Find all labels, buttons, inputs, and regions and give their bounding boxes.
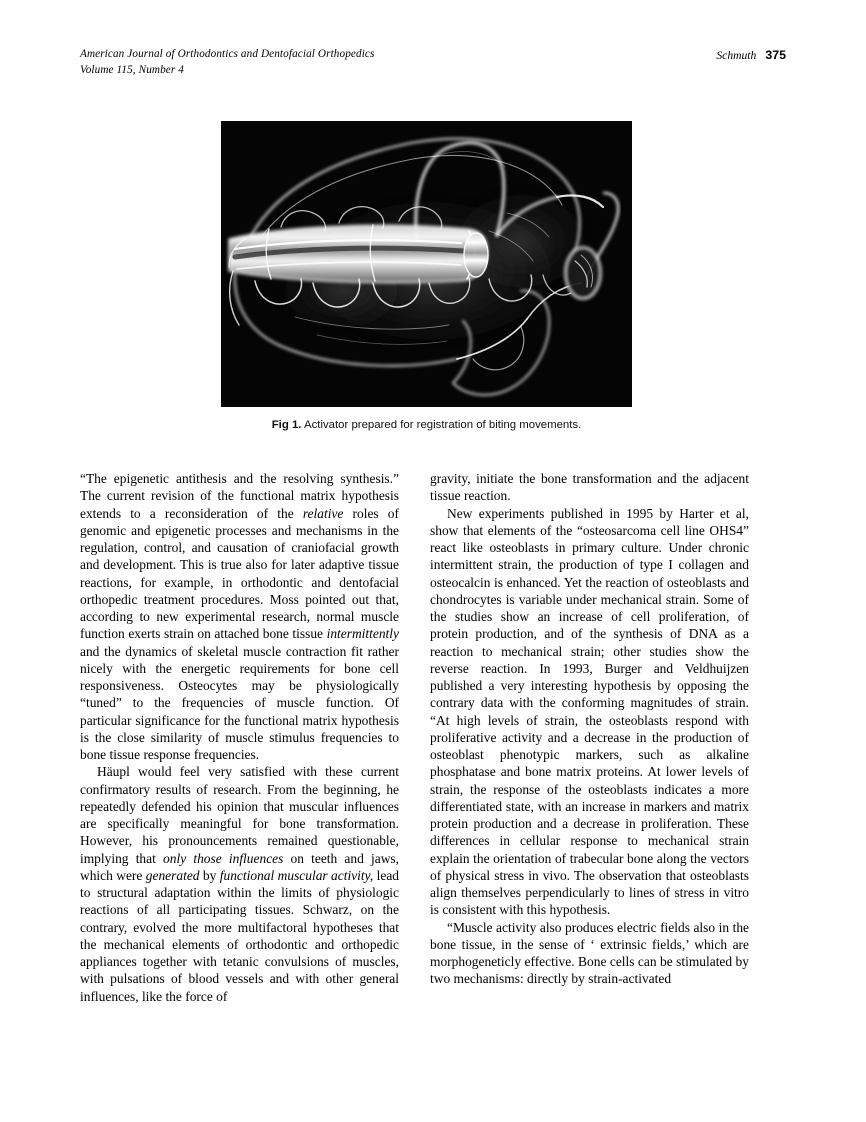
body-text: gravity, initiate the bone transformation and the adjacent tissue reaction. xyxy=(430,471,749,504)
emphasis-text: relative xyxy=(302,505,344,521)
body-text: New experiments published in 1995 by Harter et al, show that elements of the “osteosarcoma cell line OHS4” react like osteoblasts in primary culture. Under chronic intermittent strain, the production of type I collagen and osteocalcin is enhanced. Yet the reaction of osteoblasts and chondrocytes is variable under mechanical strain. Some of the studies show an increase of cell proliferation, of protein production, and of the synthesis of DNA as a reaction to mechanical strain; other studies show the reverse reaction. In 1993, Burger and Veldhuijzen published a very interesting hypothesis by opposing the contrary data with the conforming magnitudes of strain. “At high levels of strain, the osteoblasts respond with proliferative activity and a decrease in the production of osteoblast phenotypic markers, such as alkaline phosphatase and bone matrix proteins. At lower levels of strain, the response of the osteoblasts indicates a more differentiated state, with an increase in markers and matrix protein production and a decrease in proliferation. These differences in cellular response to mechanical strain explain the orientation of trabecular bone along the vectors of physical stress in vivo. The observation that osteoblasts align themselves perpendicularly to lines of stress in vitro is consistent with this hypothesis. xyxy=(430,505,749,918)
figure-caption xyxy=(221,418,632,432)
emphasis-text: generated xyxy=(145,867,200,883)
body-paragraph xyxy=(430,470,749,505)
page-number: 375 xyxy=(765,48,786,62)
running-head xyxy=(80,47,786,81)
journal-title-line1: American Journal of Orthodontics and Dentofacial Orthopedics xyxy=(80,48,375,60)
emphasis-text: only those influences xyxy=(163,850,284,866)
body-text: and the dynamics of skeletal muscle contraction fit rather nicely with the energetic requirements for bone cell responsiveness. Osteocytes may be physiologically “tuned” to the frequencies of muscle function. Of particular significance for the functional matrix hypothesis is the close similarity of muscle stimulus frequencies to bone tissue response frequencies. xyxy=(80,643,399,762)
emphasis-text: functional muscular activity, xyxy=(219,867,374,883)
body-text: “The epigenetic antithesis and the resolving synthesis.” The current revision of the functional matrix hypothesis extends to a reconsideration of the xyxy=(80,471,399,521)
activator-appliance-photo xyxy=(221,121,632,407)
author-name: Schmuth xyxy=(716,49,757,62)
journal-volume-line: Volume 115, Number 4 xyxy=(80,63,184,76)
body-paragraph xyxy=(80,763,399,1005)
left-column xyxy=(80,470,399,1005)
body-text: lead to structural adaptation within the limits of physiologic reactions of all participating tissues. Schwarz, on the contrary, evolved the more multifactoral hypotheses that the mechanical elements of orthodontic and orthopedic appliances together with tetanic convulsions of muscles, with pulsations of blood vessels and with other general influences, like the force of xyxy=(80,867,400,1004)
figure-caption-text: Activator prepared for registration of biting movements. xyxy=(301,419,582,431)
figure-caption-label: Fig 1. xyxy=(271,419,302,431)
journal-title xyxy=(80,47,374,78)
body-columns xyxy=(80,470,786,1005)
body-text: Häupl would feel very satisfied with these current confirmatory results of research. From the beginning, he repeatedly defended his opinion that muscular influences are specifically meaningful for bone transformation. However, his pronouncements remained questionable, implying that xyxy=(80,764,399,866)
figure-1 xyxy=(221,121,632,432)
running-head-right xyxy=(716,47,786,64)
body-text: by xyxy=(199,867,220,883)
body-paragraph xyxy=(80,470,399,763)
body-text: “Muscle activity also produces electric fields also in the bone tissue, in the sense of ‘ extrinsic fields,’ which are morphogeneticly effective. Bone cells can be stimulated by two mechanisms: directly by strain-activated xyxy=(430,919,749,987)
emphasis-text: intermittently xyxy=(326,626,399,642)
body-paragraph xyxy=(430,505,749,919)
body-text: roles of genomic and epigenetic processes and mechanisms in the regulation, control, and causation of craniofacial growth and development. This is true also for later adaptive tissue reactions, for example, in orthodontic and dentofacial orthopedic treatment procedures. Moss pointed out that, according to new experimental research, normal muscle function exerts strain on attached bone tissue xyxy=(80,505,399,642)
body-paragraph xyxy=(430,919,749,988)
body-text: on teeth and jaws, which were xyxy=(80,850,399,883)
figure-image xyxy=(221,121,632,407)
right-column xyxy=(430,470,749,1005)
